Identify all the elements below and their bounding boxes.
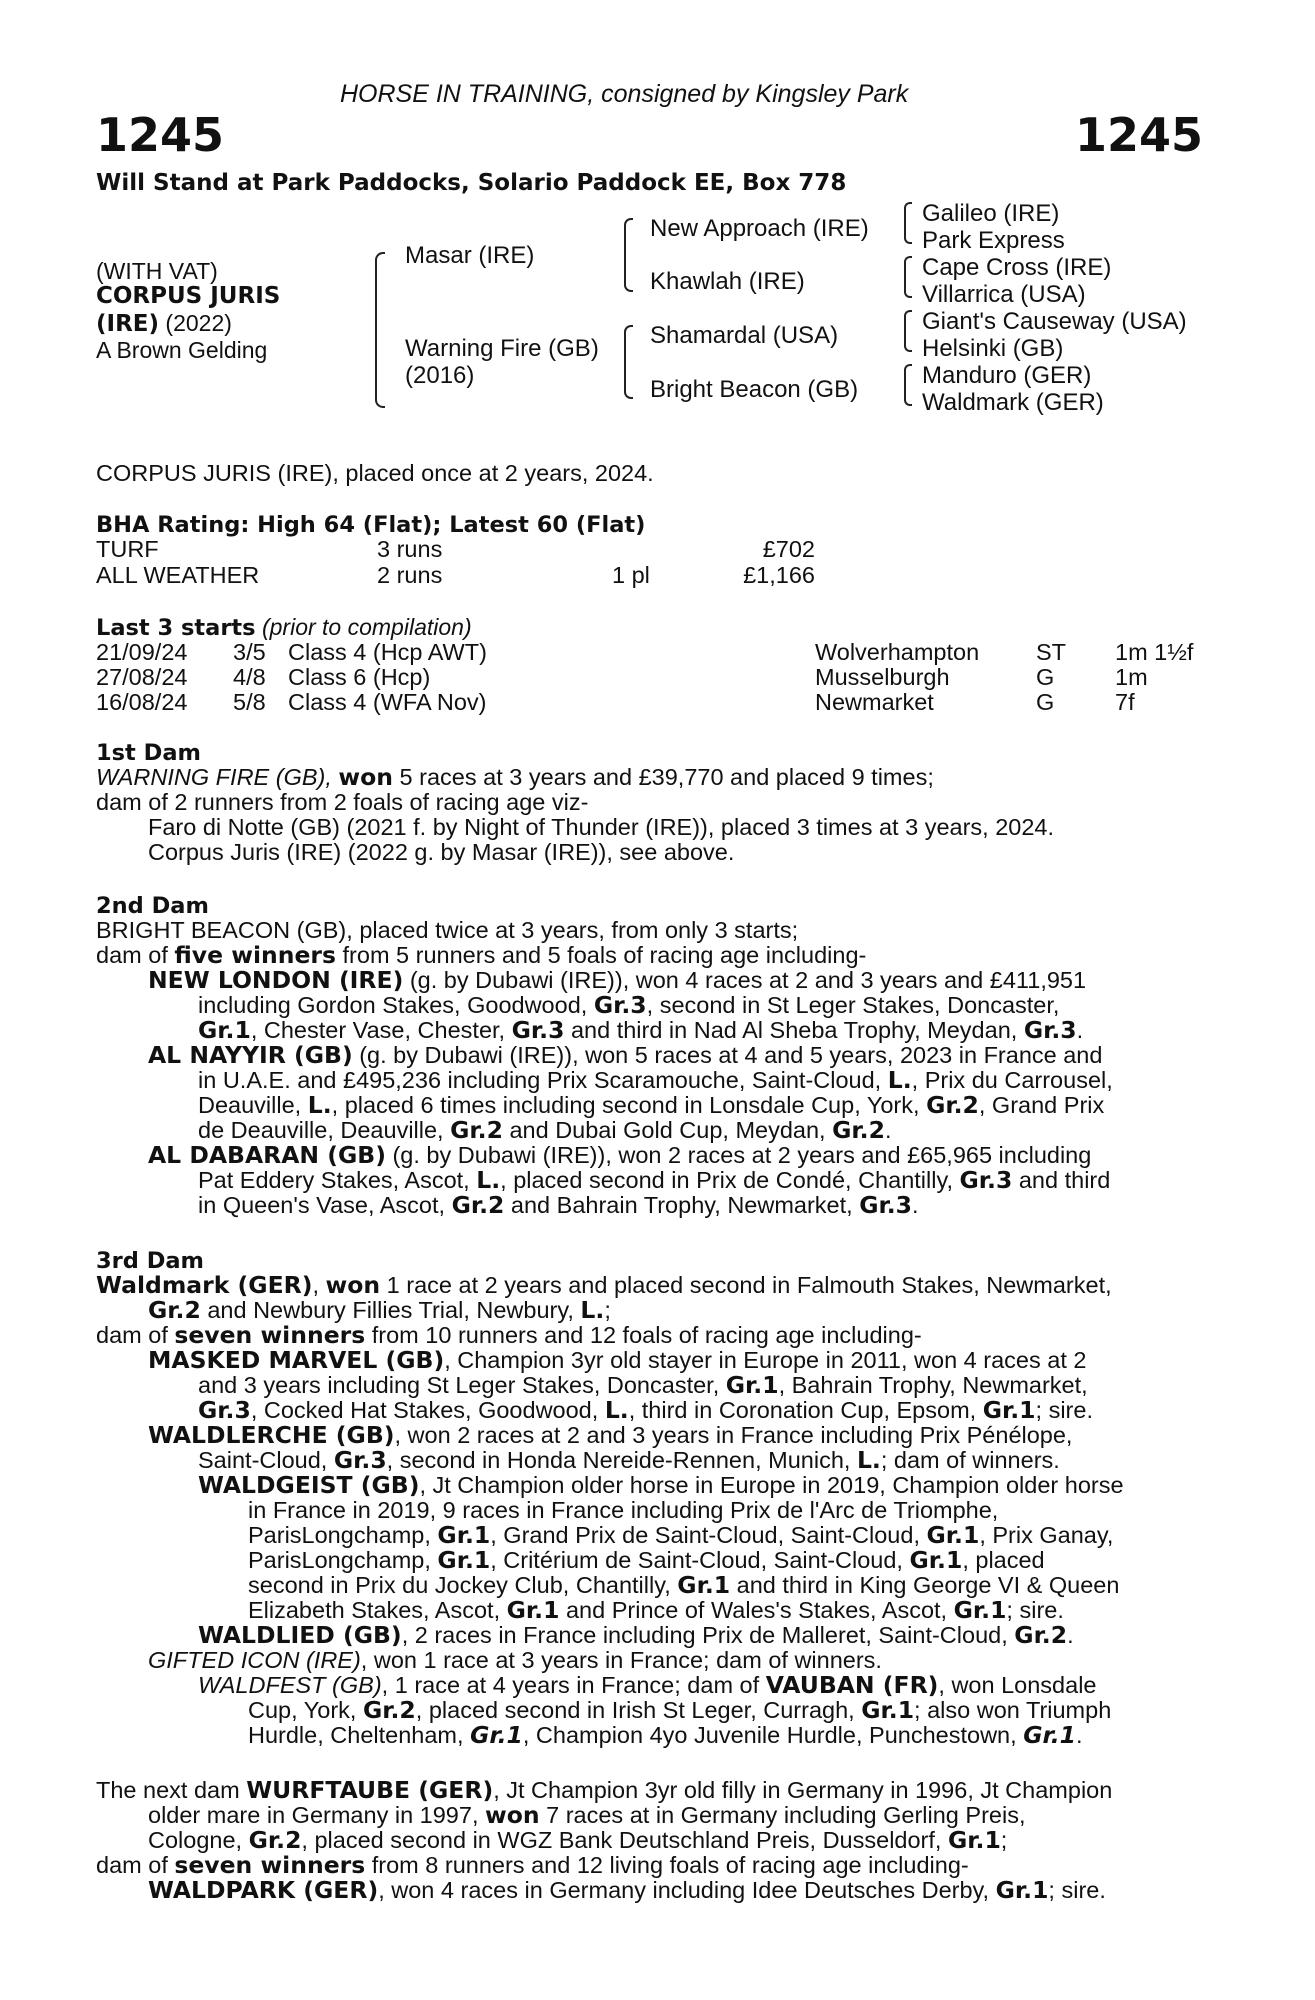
grade-label: L.	[856, 1446, 881, 1474]
first-dam-offspring: Faro di Notte (GB) (2021 f. by Night of Thunder (IRE)), placed 3 times at 3 years, 2024.	[148, 814, 1055, 840]
rating-placed: 1 pl	[612, 562, 650, 588]
rating-row-turf	[0, 536, 1315, 562]
dam-text: from 10 runners and 12 foals of racing age including-	[365, 1322, 922, 1348]
pedigree-ss-sire: Galileo (IRE)	[922, 200, 1060, 227]
start-date: 27/08/24	[96, 664, 188, 690]
horse-description: A Brown Gelding	[96, 337, 268, 363]
dam-name: WURFTAUBE (GER)	[246, 1776, 494, 1804]
start-distance: 1m	[1115, 664, 1148, 690]
offspring-text: , won 4 races in Germany including Idee Deutsches Derby,	[378, 1877, 996, 1903]
start-date: 21/09/24	[96, 639, 188, 665]
first-dam-line: dam of 2 runners from 2 foals of racing age viz-	[96, 789, 589, 815]
grade-label: Gr.1	[995, 1876, 1049, 1904]
grade-label: L.	[604, 1396, 629, 1424]
winners-label: seven winners	[174, 1321, 366, 1349]
race-summary: CORPUS JURIS (IRE), placed once at 2 years, 2024.	[96, 460, 654, 486]
last-starts-note: (prior to compilation)	[261, 614, 472, 640]
grade-label: Gr.3	[1023, 1016, 1077, 1044]
grade-label: L.	[476, 1166, 501, 1194]
horse-origin: (IRE)	[96, 311, 160, 337]
offspring-text: ; sire.	[1048, 1877, 1106, 1903]
start-course: Wolverhampton	[815, 639, 980, 665]
third-dam-line	[96, 1273, 1206, 1299]
winners-label: seven winners	[174, 1851, 366, 1879]
offspring-text: Pat Eddery Stakes, Ascot,	[198, 1167, 477, 1193]
start-row	[0, 664, 1315, 690]
dam-text: ;	[604, 1297, 611, 1323]
offspring-text: and Dubai Gold Cup, Meydan,	[502, 1117, 833, 1143]
grade-label: Gr.2	[451, 1191, 505, 1219]
start-position: 3/5	[233, 639, 266, 665]
offspring-text: (g. by Dubawi (IRE)), won 5 races at 4 and 5 years, 2023 in France and	[352, 1042, 1103, 1068]
dam-text: , Jt Champion 3yr old filly in Germany in 1996, Jt Champion	[493, 1777, 1113, 1803]
pedigree-dam-year: (2016)	[405, 362, 475, 389]
grade-label: L.	[887, 1066, 912, 1094]
offspring-text: ; dam of winners.	[880, 1447, 1060, 1473]
offspring-line	[248, 1523, 1315, 1549]
pedigree-bracket-dam	[624, 325, 633, 399]
offspring-line	[248, 1698, 1315, 1724]
offspring-name: WALDLIED (GB)	[198, 1621, 402, 1649]
pedigree-dam-sire: Shamardal (USA)	[650, 322, 839, 349]
start-row	[0, 639, 1315, 665]
offspring-text: ; sire.	[1035, 1397, 1093, 1423]
grade-label: Gr.1	[926, 1521, 980, 1549]
offspring-text: ; sire.	[1006, 1597, 1064, 1623]
dam-text: Cologne,	[148, 1827, 249, 1853]
third-dam-line	[96, 1323, 1206, 1349]
offspring-line	[198, 1118, 1308, 1144]
start-going: G	[1036, 664, 1055, 690]
grade-label: Gr.3	[859, 1191, 913, 1219]
won-label: won	[485, 1801, 540, 1829]
horse-year: (2022)	[159, 310, 232, 336]
grade-label: Gr.3	[333, 1446, 387, 1474]
second-dam-line: BRIGHT BEACON (GB), placed twice at 3 years, from only 3 starts;	[96, 917, 799, 943]
offspring-line	[148, 968, 1258, 994]
rating-runs: 2 runs	[377, 562, 443, 588]
pedigree-dd-sire: Manduro (GER)	[922, 362, 1092, 389]
offspring-text: and third in King George VI & Queen	[730, 1572, 1120, 1598]
pedigree-sd-dam: Villarrica (USA)	[922, 281, 1086, 308]
offspring-text: and 3 years including St Leger Stakes, Doncaster,	[198, 1372, 726, 1398]
pedigree-sire-sire: New Approach (IRE)	[650, 215, 869, 242]
grade-label: Gr.2	[832, 1116, 885, 1144]
offspring-line: in France in 2019, 9 races in France including Prix de l'Arc de Triomphe,	[248, 1497, 999, 1523]
grade-label: Gr.1	[470, 1721, 523, 1749]
rating-surface: TURF	[96, 536, 159, 562]
dam-text: , placed second in WGZ Bank Deutschland Preis, Dusseldorf,	[301, 1827, 948, 1853]
offspring-line	[198, 1623, 1308, 1649]
pedigree-bracket-ss	[904, 202, 912, 244]
pedigree-ss-dam: Park Express	[922, 227, 1065, 254]
offspring-name: AL NAYYIR (GB)	[148, 1041, 353, 1069]
pedigree-bracket-sire	[624, 218, 633, 292]
offspring-line	[248, 1723, 1315, 1749]
offspring-text: , Jt Champion older horse in Europe in 2019, Champion older horse	[419, 1472, 1124, 1498]
grade-label: Gr.1	[437, 1521, 491, 1549]
offspring-name: NEW LONDON (IRE)	[148, 966, 404, 994]
offspring-text: , second in Honda Nereide-Rennen, Munich,	[386, 1447, 857, 1473]
offspring-text: Elizabeth Stakes, Ascot,	[248, 1597, 507, 1623]
offspring-text: , Prix Ganay,	[979, 1522, 1114, 1548]
start-going: G	[1036, 689, 1055, 715]
offspring-text: , placed second in Irish St Leger, Curragh,	[415, 1697, 862, 1723]
next-dam-line	[96, 1853, 1206, 1879]
pedigree-dam: Warning Fire (GB)	[405, 335, 599, 362]
offspring-text: ParisLongchamp,	[248, 1522, 438, 1548]
rating-prize: £702	[762, 536, 815, 562]
offspring-text: , third in Coronation Cup, Epsom,	[628, 1397, 983, 1423]
offspring-text: Saint-Cloud,	[198, 1447, 334, 1473]
offspring-text: , Critérium de Saint-Cloud, Saint-Cloud,	[490, 1547, 910, 1573]
start-race: Class 4 (Hcp AWT)	[288, 639, 487, 665]
grade-label: Gr.1	[198, 1016, 251, 1044]
offspring-line	[148, 1648, 1258, 1674]
dam-text: 5 races at 3 years and £39,770 and placed 9 times;	[393, 764, 934, 790]
offspring-name: WALDPARK (GER)	[148, 1876, 379, 1904]
grade-label: Gr.1	[982, 1396, 1036, 1424]
last-starts-title: Last 3 starts	[96, 615, 256, 641]
rating-surface: ALL WEATHER	[96, 562, 260, 588]
offspring-text: Hurdle, Cheltenham,	[248, 1722, 471, 1748]
dam-text: dam of	[96, 942, 175, 968]
first-dam-line	[96, 765, 1206, 791]
offspring-text: , 2 races in France including Prix de Malleret, Saint-Cloud,	[401, 1622, 1015, 1648]
winners-label: five winners	[174, 941, 336, 969]
offspring-text: , won Lonsdale	[938, 1672, 1097, 1698]
offspring-line	[198, 1398, 1308, 1424]
offspring-line	[248, 1598, 1315, 1624]
offspring-text: , Chester Vase, Chester,	[250, 1017, 512, 1043]
pedigree-bracket-dd	[904, 364, 912, 406]
pedigree-bracket-ds	[904, 310, 912, 352]
offspring-text: .	[1076, 1017, 1084, 1043]
dam-text: from 8 runners and 12 living foals of racing age including-	[365, 1852, 969, 1878]
offspring-text: in Queen's Vase, Ascot,	[198, 1192, 452, 1218]
grade-label: Gr.2	[926, 1091, 979, 1119]
offspring-text: , Champion 3yr old stayer in Europe in 2011, won 4 races at 2	[444, 1347, 1087, 1373]
offspring-text: , Prix du Carrousel,	[911, 1067, 1113, 1093]
dam-text: ,	[312, 1272, 326, 1298]
offspring-text: , won 2 races at 2 and 3 years in France including Prix Pénélope,	[394, 1422, 1073, 1448]
pedigree-dam-dam: Bright Beacon (GB)	[650, 376, 859, 403]
grade-label: Gr.2	[450, 1116, 503, 1144]
grade-label: Gr.3	[593, 991, 647, 1019]
pedigree-ds-sire: Giant's Causeway (USA)	[922, 308, 1187, 335]
offspring-text: (g. by Dubawi (IRE)), won 4 races at 2 and 3 years and £411,951	[403, 967, 1087, 993]
offspring-name: GIFTED ICON (IRE)	[148, 1647, 361, 1673]
offspring-line	[198, 1093, 1308, 1119]
grade-label: Gr.1	[437, 1546, 491, 1574]
offspring-line	[198, 993, 1308, 1019]
offspring-text: , Grand Prix	[978, 1092, 1105, 1118]
start-position: 5/8	[233, 689, 266, 715]
offspring-text: and third	[1012, 1167, 1111, 1193]
grade-label: Gr.2	[1014, 1621, 1068, 1649]
grade-label: Gr.1	[861, 1696, 915, 1724]
offspring-line	[248, 1548, 1315, 1574]
start-going: ST	[1036, 639, 1067, 665]
start-date: 16/08/24	[96, 689, 188, 715]
pedigree-sd-sire: Cape Cross (IRE)	[922, 254, 1112, 281]
offspring-line	[148, 1423, 1258, 1449]
start-row	[0, 689, 1315, 715]
lot-number-left: 1245	[96, 108, 225, 162]
start-position: 4/8	[233, 664, 266, 690]
won-label: won	[325, 1271, 381, 1299]
offspring-line	[148, 1878, 1258, 1904]
dam-text: 1 race at 2 years and placed second in Falmouth Stakes, Newmarket,	[380, 1272, 1112, 1298]
catalogue-header: HORSE IN TRAINING, consigned by Kingsley Park	[340, 80, 909, 108]
third-dam-heading: 3rd Dam	[96, 1248, 204, 1274]
offspring-line	[198, 1168, 1308, 1194]
pedigree-bracket-main	[375, 252, 385, 408]
offspring-line	[248, 1573, 1315, 1599]
offspring-line	[198, 1673, 1308, 1699]
second-dam-heading: 2nd Dam	[96, 893, 209, 919]
offspring-text: , second in St Leger Stakes, Doncaster,	[646, 992, 1060, 1018]
pedigree-dd-dam: Waldmark (GER)	[922, 389, 1104, 416]
next-dam-line	[96, 1778, 1206, 1804]
grade-label: Gr.2	[148, 1296, 201, 1324]
dam-text: ;	[1000, 1827, 1008, 1853]
second-dam-line	[96, 943, 1206, 969]
dam-name: WARNING FIRE (GB),	[96, 764, 339, 790]
grade-label: Gr.2	[248, 1826, 302, 1854]
pedigree-ds-dam: Helsinki (GB)	[922, 335, 1064, 362]
offspring-text: and Prince of Wales's Stakes, Ascot,	[559, 1597, 954, 1623]
offspring-text: ; also won Triumph	[914, 1697, 1112, 1723]
dam-name: Waldmark (GER)	[96, 1271, 313, 1299]
offspring-text: ParisLongchamp,	[248, 1547, 438, 1573]
offspring-text: , 1 race at 4 years in France; dam of	[381, 1672, 766, 1698]
offspring-line	[148, 1043, 1258, 1069]
stabling-location: Will Stand at Park Paddocks, Solario Paddock EE, Box 778	[96, 170, 847, 196]
dam-text: dam of	[96, 1852, 175, 1878]
offspring-name: WALDLERCHE (GB)	[148, 1421, 395, 1449]
grade-label: Gr.1	[953, 1596, 1007, 1624]
next-dam-line	[148, 1828, 1258, 1854]
offspring-text: and third in Nad Al Sheba Trophy, Meydan,	[564, 1017, 1024, 1043]
dam-text: and Newbury Fillies Trial, Newbury,	[200, 1297, 581, 1323]
lot-number-right: 1245	[1074, 108, 1203, 162]
grade-label: Gr.2	[362, 1696, 416, 1724]
dam-text: The next dam	[96, 1777, 247, 1803]
offspring-text: including Gordon Stakes, Goodwood,	[198, 992, 594, 1018]
grade-label: L.	[307, 1091, 332, 1119]
grade-label: Gr.3	[959, 1166, 1013, 1194]
offspring-text: de Deauville, Deauville,	[198, 1117, 451, 1143]
grade-label: Gr.1	[947, 1826, 1001, 1854]
offspring-text: , Grand Prix de Saint-Cloud, Saint-Cloud,	[490, 1522, 927, 1548]
offspring-text: , placed second in Prix de Condé, Chantilly,	[500, 1167, 960, 1193]
horse-name: CORPUS JURIS	[96, 283, 281, 309]
offspring-text: and Bahrain Trophy, Newmarket,	[504, 1192, 860, 1218]
start-course: Newmarket	[815, 689, 934, 715]
third-dam-line	[148, 1298, 1258, 1324]
offspring-text: .	[1076, 1722, 1083, 1748]
offspring-text: , Champion 4yo Juvenile Hurdle, Punchestown,	[522, 1722, 1024, 1748]
next-dam-line	[148, 1803, 1258, 1829]
offspring-text: .	[912, 1192, 919, 1218]
dam-text: from 5 runners and 5 foals of racing age including-	[335, 942, 867, 968]
pedigree-bracket-sd	[904, 256, 912, 298]
grade-label: Gr.3	[198, 1396, 251, 1424]
grade-label: Gr.1	[1023, 1721, 1076, 1749]
rating-runs: 3 runs	[377, 536, 443, 562]
pedigree-sire: Masar (IRE)	[405, 242, 535, 269]
offspring-text: , Bahrain Trophy, Newmarket,	[778, 1372, 1088, 1398]
rating-prize: £1,166	[743, 562, 815, 588]
grade-label: Gr.1	[677, 1571, 731, 1599]
start-race: Class 4 (WFA Nov)	[288, 689, 487, 715]
grade-label: Gr.1	[725, 1371, 779, 1399]
start-distance: 1m 1½f	[1115, 639, 1194, 665]
offspring-text: second in Prix du Jockey Club, Chantilly,	[248, 1572, 678, 1598]
offspring-text: , won 1 race at 3 years in France; dam of winners.	[360, 1647, 882, 1673]
offspring-text: , placed 6 times including second in Lonsdale Cup, York,	[331, 1092, 927, 1118]
offspring-line	[198, 1473, 1308, 1499]
start-distance: 7f	[1115, 689, 1135, 715]
grade-label: Gr.1	[506, 1596, 560, 1624]
start-course: Musselburgh	[815, 664, 950, 690]
bha-rating-heading: BHA Rating: High 64 (Flat); Latest 60 (Flat)	[96, 512, 646, 538]
grade-label: Gr.1	[909, 1546, 963, 1574]
start-race: Class 6 (Hcp)	[288, 664, 431, 690]
offspring-line	[148, 1143, 1258, 1169]
dam-text: older mare in Germany in 1997,	[148, 1802, 485, 1828]
offspring-text: , placed	[962, 1547, 1045, 1573]
offspring-text: Deauville,	[198, 1092, 308, 1118]
won-label: won	[338, 763, 393, 791]
offspring-line	[198, 1193, 1308, 1219]
offspring-text: (g. by Dubawi (IRE)), won 2 races at 2 years and £65,965 including	[385, 1142, 1092, 1168]
vat-status: (WITH VAT)	[96, 258, 218, 284]
offspring-line	[198, 1018, 1308, 1044]
offspring-line	[198, 1448, 1308, 1474]
offspring-name: VAUBAN (FR)	[765, 1671, 939, 1699]
first-dam-heading: 1st Dam	[96, 740, 201, 766]
offspring-name: WALDFEST (GB)	[198, 1672, 382, 1698]
offspring-text: Cup, York,	[248, 1697, 363, 1723]
rating-row-aw	[0, 562, 1315, 588]
offspring-name: MASKED MARVEL (GB)	[148, 1346, 445, 1374]
offspring-line	[198, 1373, 1308, 1399]
offspring-text: .	[1067, 1622, 1074, 1648]
last-starts-heading	[96, 614, 472, 641]
grade-label: L.	[580, 1296, 605, 1324]
offspring-line	[148, 1348, 1258, 1374]
offspring-text: in U.A.E. and £495,236 including Prix Scaramouche, Saint-Cloud,	[198, 1067, 888, 1093]
offspring-name: WALDGEIST (GB)	[198, 1471, 420, 1499]
offspring-text: , Cocked Hat Stakes, Goodwood,	[250, 1397, 605, 1423]
offspring-line	[198, 1068, 1308, 1094]
offspring-name: AL DABARAN (GB)	[148, 1141, 386, 1169]
grade-label: Gr.3	[511, 1016, 565, 1044]
pedigree-sire-dam: Khawlah (IRE)	[650, 268, 805, 295]
first-dam-offspring: Corpus Juris (IRE) (2022 g. by Masar (IRE)), see above.	[148, 839, 735, 865]
offspring-text: .	[884, 1117, 892, 1143]
dam-text: dam of	[96, 1322, 175, 1348]
dam-text: 7 races at in Germany including Gerling Preis,	[539, 1802, 1026, 1828]
horse-origin-year	[96, 310, 232, 337]
